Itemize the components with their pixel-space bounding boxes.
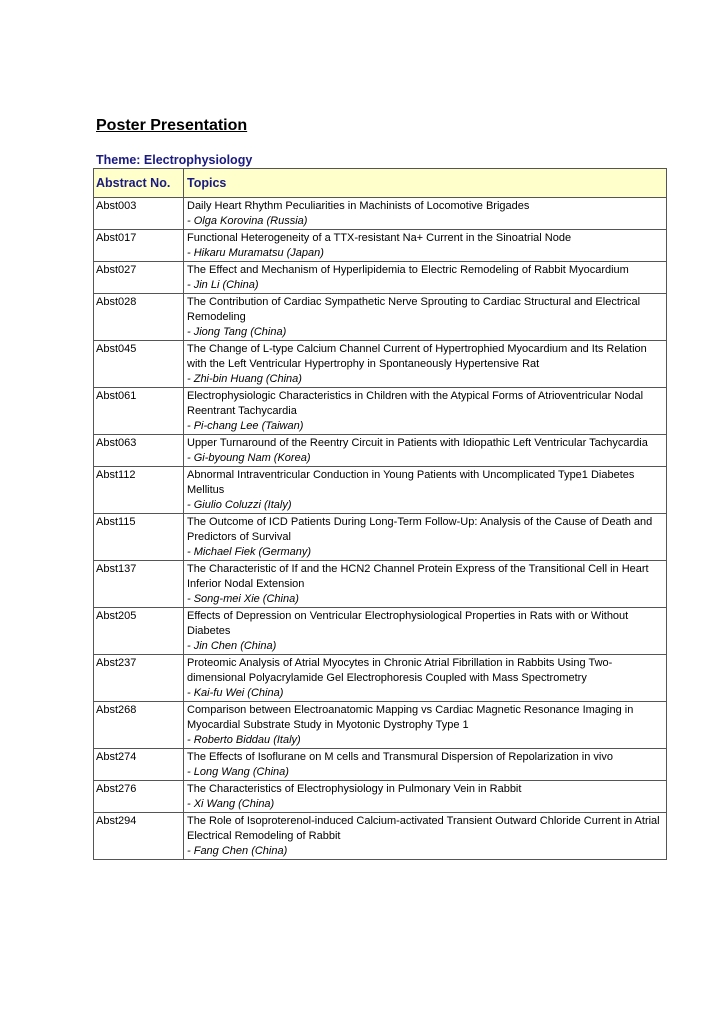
table-row [94, 702, 667, 749]
topic-title: Upper Turnaround of the Reentry Circuit in Patients with Idiopathic Left Ventricular Tachycardia [187, 437, 648, 449]
topic-title: The Effect and Mechanism of Hyperlipidemia to Electric Remodeling of Rabbit Myocardium [187, 264, 629, 276]
topic-cell [184, 341, 667, 388]
table-row [94, 781, 667, 813]
topic-cell [184, 262, 667, 294]
topic-title: Daily Heart Rhythm Peculiarities in Machinists of Locomotive Brigades [187, 200, 530, 212]
topic-title: The Contribution of Cardiac Sympathetic Nerve Sprouting to Cardiac Structural and Electrical Remodeling [187, 296, 641, 323]
topic-title: The Characteristic of If and the HCN2 Channel Protein Express of the Transitional Cell in Heart Inferior Nodal Extension [187, 563, 649, 590]
topic-title: Comparison between Electroanatomic Mapping vs Cardiac Magnetic Resonance Imaging in Myocardial Substrate Study in Myotonic Dystrophy Type 1 [187, 704, 634, 731]
table-row [94, 262, 667, 294]
topic-author: - Michael Fiek (Germany) [187, 546, 312, 558]
topic-cell [184, 294, 667, 341]
table-row [94, 388, 667, 435]
topic-cell [184, 608, 667, 655]
abstract-id: Abst137 [94, 561, 184, 608]
topic-author: - Fang Chen (China) [187, 845, 288, 857]
abstract-id: Abst112 [94, 467, 184, 514]
topic-title: The Effects of Isoflurane on M cells and Transmural Dispersion of Repolarization in vivo [187, 751, 613, 763]
topic-cell [184, 561, 667, 608]
topic-author: - Pi-chang Lee (Taiwan) [187, 420, 304, 432]
table-row [94, 230, 667, 262]
topic-author: - Long Wang (China) [187, 766, 289, 778]
abstract-id: Abst063 [94, 435, 184, 467]
topic-author: - Olga Korovina (Russia) [187, 215, 308, 227]
topic-author: - Roberto Biddau (Italy) [187, 734, 301, 746]
theme-heading: Theme: Electrophysiology [96, 153, 253, 167]
table-row [94, 294, 667, 341]
table-header-row [94, 169, 667, 198]
column-header-abstract-no: Abstract No. [94, 169, 184, 198]
topic-cell [184, 702, 667, 749]
page-title: Poster Presentation [96, 117, 248, 134]
topic-cell [184, 655, 667, 702]
abstract-id: Abst274 [94, 749, 184, 781]
topic-author: - Kai-fu Wei (China) [187, 687, 284, 699]
abstract-id: Abst115 [94, 514, 184, 561]
topic-title: Abnormal Intraventricular Conduction in Young Patients with Uncomplicated Type1 Diabetes Mellitus [187, 469, 635, 496]
topic-cell [184, 388, 667, 435]
abstracts-table [93, 168, 667, 860]
abstract-id: Abst237 [94, 655, 184, 702]
abstract-id: Abst268 [94, 702, 184, 749]
abstract-id: Abst017 [94, 230, 184, 262]
table-row [94, 514, 667, 561]
topic-author: - Jin Chen (China) [187, 640, 277, 652]
topic-author: - Jin Li (China) [187, 279, 259, 291]
topic-author: - Zhi-bin Huang (China) [187, 373, 302, 385]
topic-title: Proteomic Analysis of Atrial Myocytes in Chronic Atrial Fibrillation in Rabbits Using Two-dimensional Polyacrylamide Gel Electrophoresis Coupled with Mass Spectrometry [187, 657, 613, 684]
topic-cell [184, 514, 667, 561]
table-row [94, 198, 667, 230]
topic-title: The Role of Isoproterenol-induced Calcium-activated Transient Outward Chloride Current in Atrial Electrical Remodeling of Rabbit [187, 815, 660, 842]
abstract-id: Abst003 [94, 198, 184, 230]
topic-author: - Gi-byoung Nam (Korea) [187, 452, 311, 464]
topic-author: - Xi Wang (China) [187, 798, 275, 810]
topic-cell [184, 749, 667, 781]
abstract-id: Abst276 [94, 781, 184, 813]
table-body [94, 198, 667, 860]
abstract-id: Abst028 [94, 294, 184, 341]
topic-cell [184, 781, 667, 813]
abstract-id: Abst027 [94, 262, 184, 294]
abstract-id: Abst061 [94, 388, 184, 435]
topic-title: Electrophysiologic Characteristics in Children with the Atypical Forms of Atrioventricular Nodal Reentrant Tachycardia [187, 390, 644, 417]
table-row [94, 435, 667, 467]
topic-author: - Giulio Coluzzi (Italy) [187, 499, 292, 511]
topic-title: Effects of Depression on Ventricular Electrophysiological Properties in Rats with or Without Diabetes [187, 610, 629, 637]
table-row [94, 655, 667, 702]
topic-cell [184, 198, 667, 230]
table-row [94, 608, 667, 655]
table-row [94, 467, 667, 514]
topic-title: Functional Heterogeneity of a TTX-resistant Na+ Current in the Sinoatrial Node [187, 232, 572, 244]
table-row [94, 813, 667, 860]
topic-title: The Change of L-type Calcium Channel Current of Hypertrophied Myocardium and Its Relation with the Left Ventricular Hypertrophy in Spontaneously Hypertensive Rat [187, 343, 647, 370]
abstract-id: Abst205 [94, 608, 184, 655]
table-row [94, 561, 667, 608]
topic-cell [184, 230, 667, 262]
abstract-id: Abst294 [94, 813, 184, 860]
topic-cell [184, 435, 667, 467]
topic-author: - Jiong Tang (China) [187, 326, 287, 338]
topic-author: - Song-mei Xie (China) [187, 593, 299, 605]
topic-cell [184, 813, 667, 860]
table-row [94, 341, 667, 388]
topic-cell [184, 467, 667, 514]
table-row [94, 749, 667, 781]
column-header-topics: Topics [184, 169, 667, 198]
abstract-id: Abst045 [94, 341, 184, 388]
topic-title: The Characteristics of Electrophysiology in Pulmonary Vein in Rabbit [187, 783, 522, 795]
topic-author: - Hikaru Muramatsu (Japan) [187, 247, 324, 259]
topic-title: The Outcome of ICD Patients During Long-Term Follow-Up: Analysis of the Cause of Death and Predictors of Survival [187, 516, 653, 543]
